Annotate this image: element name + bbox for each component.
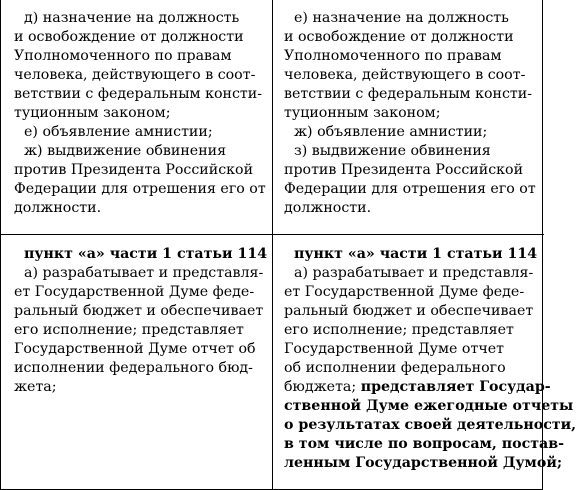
text-line-content: о результатах своей деятельности, xyxy=(284,417,576,433)
text-line-content: его исполнение; представляет xyxy=(284,322,514,338)
text-line-content: Государственной Думе отчет об xyxy=(14,341,256,357)
text-line-content: и освобождение от должности xyxy=(14,29,244,45)
text-line xyxy=(14,28,266,47)
text-line-content: туционным законом; xyxy=(284,105,441,121)
text-line xyxy=(14,123,266,142)
row-divider xyxy=(1,234,544,235)
text-line-content: е) назначение на должность xyxy=(294,10,509,26)
text-line xyxy=(284,199,539,218)
text-line-content: Уполномоченного по правам xyxy=(284,48,502,64)
text-line xyxy=(284,359,539,378)
text-line-content: исполнении федерального бюд- xyxy=(14,360,253,376)
text-line-content: должности. xyxy=(284,200,372,216)
text-line-content: д) назначение на должность xyxy=(24,10,240,26)
text-line xyxy=(284,321,539,340)
text-line xyxy=(14,340,266,359)
text-line xyxy=(284,85,539,104)
text-line-content: Государственной Думе отчет xyxy=(284,341,504,357)
text-line xyxy=(284,47,539,66)
text-line xyxy=(284,340,539,359)
text-line-content: е) объявление амнистии; xyxy=(24,124,213,140)
text-line xyxy=(284,66,539,85)
text-line xyxy=(14,378,266,397)
text-line xyxy=(284,104,539,123)
text-line xyxy=(14,321,266,340)
text-line-content: пункт «а» части 1 статьи 114 xyxy=(24,246,268,262)
text-line xyxy=(284,454,563,473)
text-line-content: против Президента Российской xyxy=(284,162,524,178)
text-line xyxy=(14,264,266,283)
text-line-content: жета; xyxy=(14,379,57,395)
text-line xyxy=(14,302,266,321)
text-line xyxy=(284,245,539,264)
text-line-content: человека, действующего в соот- xyxy=(14,67,256,83)
column-divider xyxy=(272,0,273,490)
text-line-content: а) разрабатывает и представля- xyxy=(24,265,264,281)
text-line xyxy=(14,9,266,28)
text-line-content: против Президента Российской xyxy=(14,162,254,178)
cell-old-text-row2 xyxy=(14,245,266,397)
text-line xyxy=(14,283,266,302)
text-line-content: ет Государственной Думе феде- xyxy=(14,284,255,300)
text-line-content: ж) объявление амнистии; xyxy=(294,124,488,140)
text-line xyxy=(284,142,539,161)
text-line xyxy=(284,264,539,283)
cell-old-text-row1 xyxy=(14,9,266,218)
text-line-content: должности. xyxy=(14,200,102,216)
text-line xyxy=(284,180,539,199)
text-line-content: бюджета; xyxy=(284,379,361,395)
text-line-content: Федерации для отрешения его от xyxy=(284,181,536,197)
cell-new-text-row2 xyxy=(284,245,576,473)
text-line xyxy=(14,104,266,123)
text-line xyxy=(14,66,266,85)
text-line xyxy=(284,123,539,142)
text-line xyxy=(14,142,266,161)
text-line-content: об исполнении федерального xyxy=(284,360,506,376)
text-line xyxy=(284,161,539,180)
text-line xyxy=(284,302,539,321)
text-line xyxy=(284,397,574,416)
text-line-content: а) разрабатывает и представля- xyxy=(294,265,534,281)
text-line-content: ветствии с федеральным консти- xyxy=(14,86,263,102)
text-line xyxy=(284,416,576,435)
cell-new-text-row1 xyxy=(284,9,539,218)
text-line xyxy=(284,283,539,302)
text-line xyxy=(14,85,266,104)
text-line xyxy=(14,180,266,199)
text-line-content: ственной Думе ежегодные отчеты xyxy=(284,398,574,414)
text-line-content: Федерации для отрешения его от xyxy=(14,181,266,197)
text-line-content: пункт «а» части 1 статьи 114 xyxy=(294,246,538,262)
text-line-content: ленным Государственной Думой; xyxy=(284,455,563,471)
text-line-content: ральный бюджет и обеспечивает xyxy=(284,303,534,319)
text-line-content: ральный бюджет и обеспечивает xyxy=(14,303,264,319)
text-line-content: и освобождение от должности xyxy=(284,29,514,45)
text-line xyxy=(284,378,551,397)
text-line-content: ет Государственной Думе феде- xyxy=(284,284,525,300)
text-line-content: его исполнение; представляет xyxy=(14,322,244,338)
text-line xyxy=(14,47,266,66)
text-line xyxy=(14,161,266,180)
text-line xyxy=(284,28,539,47)
text-line xyxy=(14,359,266,378)
text-line-content: з) выдвижение обвинения xyxy=(294,143,491,159)
text-line xyxy=(284,435,564,454)
text-line-content: ветствии с федеральным консти- xyxy=(284,86,533,102)
text-line-content: Уполномоченного по правам xyxy=(14,48,232,64)
text-line-content: человека, действующего в соот- xyxy=(284,67,526,83)
text-line-bold-tail: представляет Государ- xyxy=(360,379,551,395)
text-line xyxy=(14,199,266,218)
text-line-content: туционным законом; xyxy=(14,105,171,121)
text-line-content: в том числе по вопросам, постав- xyxy=(284,436,564,452)
text-line-content: ж) выдвижение обвинения xyxy=(24,143,227,159)
text-line xyxy=(284,9,539,28)
text-line xyxy=(14,245,266,264)
